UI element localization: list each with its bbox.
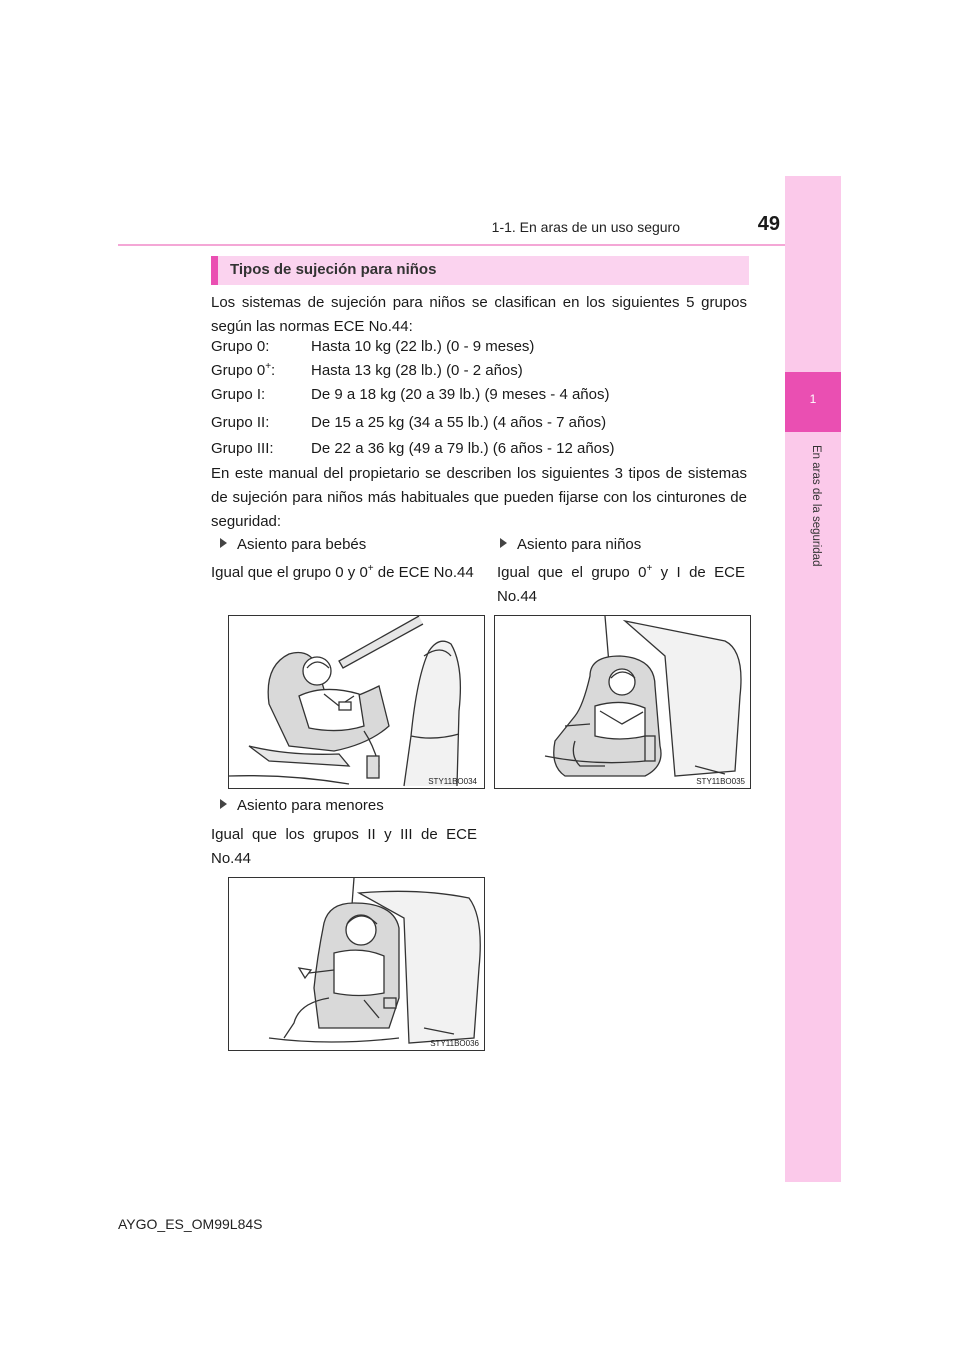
group-name-wrapper (211, 359, 275, 383)
seat-title-text: Asiento para bebés (237, 536, 367, 553)
figure-code: STY11BO035 (696, 777, 745, 786)
seat-title-infant (220, 536, 366, 553)
junior-seat-drawing (229, 878, 486, 1052)
chapter-side-tab (785, 176, 841, 1182)
group-desc: De 22 a 36 kg (49 a 79 lb.) (6 años - 12 años) (311, 440, 615, 457)
seat-desc-sup: + (367, 563, 374, 574)
seat-desc-junior (211, 823, 477, 871)
group-row (211, 335, 751, 359)
header-rule (118, 244, 840, 246)
group-row (211, 437, 751, 461)
group-name: Grupo 0: (211, 338, 270, 355)
intro-paragraph: Los sistemas de sujeción para niños se clasifican en los siguientes 5 grupos según las normas ECE No.44: (211, 294, 747, 335)
seat-desc-text: Igual que el grupo 0 (497, 564, 647, 581)
seat-title-text: Asiento para menores (237, 797, 384, 814)
child-seat-drawing (495, 616, 752, 790)
group-row (211, 383, 751, 407)
chapter-number: 1 (809, 392, 817, 406)
seat-desc-text: Igual que el grupo 0 y 0 (211, 564, 368, 581)
running-header: 1-1. En aras de un uso seguro (491, 219, 680, 235)
junior-seat-illustration (228, 877, 485, 1051)
group-row (211, 359, 751, 383)
figure-code: STY11BO034 (428, 777, 477, 786)
figure-code: STY11BO036 (430, 1039, 479, 1048)
group-name-suffix: : (271, 362, 276, 379)
group-row (211, 411, 751, 435)
group-name: Grupo 0 (211, 362, 266, 379)
seat-desc-text-end: y I de ECE No.44 (497, 564, 745, 605)
infant-seat-illustration (228, 615, 485, 789)
seat-desc-infant (211, 561, 477, 585)
seat-title-child (500, 536, 641, 553)
seat-desc-child (497, 561, 745, 609)
seat-title-text: Asiento para niños (517, 536, 642, 553)
bullet-arrow-icon (220, 538, 227, 548)
bullet-arrow-icon (220, 799, 227, 809)
group-desc: De 9 a 18 kg (20 a 39 lb.) (9 meses - 4 años) (311, 386, 610, 403)
infant-seat-drawing (229, 616, 486, 790)
bullet-arrow-icon (500, 538, 507, 548)
group-superscript: + (265, 361, 272, 372)
chapter-label: En aras de la seguridad (810, 445, 822, 567)
group-name: Grupo III: (211, 440, 274, 457)
group-name: Grupo II: (211, 414, 270, 431)
group-desc: Hasta 10 kg (22 lb.) (0 - 9 meses) (311, 338, 535, 355)
document-code-footer: AYGO_ES_OM99L84S (118, 1216, 263, 1232)
group-name: Grupo I: (211, 386, 266, 403)
manual-paragraph: En este manual del propietario se describen los siguientes 3 tipos de sistemas de sujeción para niños más habituales que pueden fijarse con los cinturones de seguridad: (211, 465, 747, 530)
group-desc: De 15 a 25 kg (34 a 55 lb.) (4 años - 7 años) (311, 414, 607, 431)
section-heading-text: Tipos de sujeción para niños (230, 261, 437, 278)
group-desc: Hasta 13 kg (28 lb.) (0 - 2 años) (311, 362, 523, 379)
page-number: 49 (757, 213, 780, 235)
seat-desc-text: Igual que los grupos II y III de ECE No.44 (211, 826, 477, 867)
section-heading (211, 256, 749, 285)
seat-title-junior (220, 797, 384, 814)
child-seat-illustration (494, 615, 751, 789)
seat-desc-text-end: de ECE No.44 (373, 564, 474, 581)
seat-desc-sup: + (646, 563, 653, 574)
